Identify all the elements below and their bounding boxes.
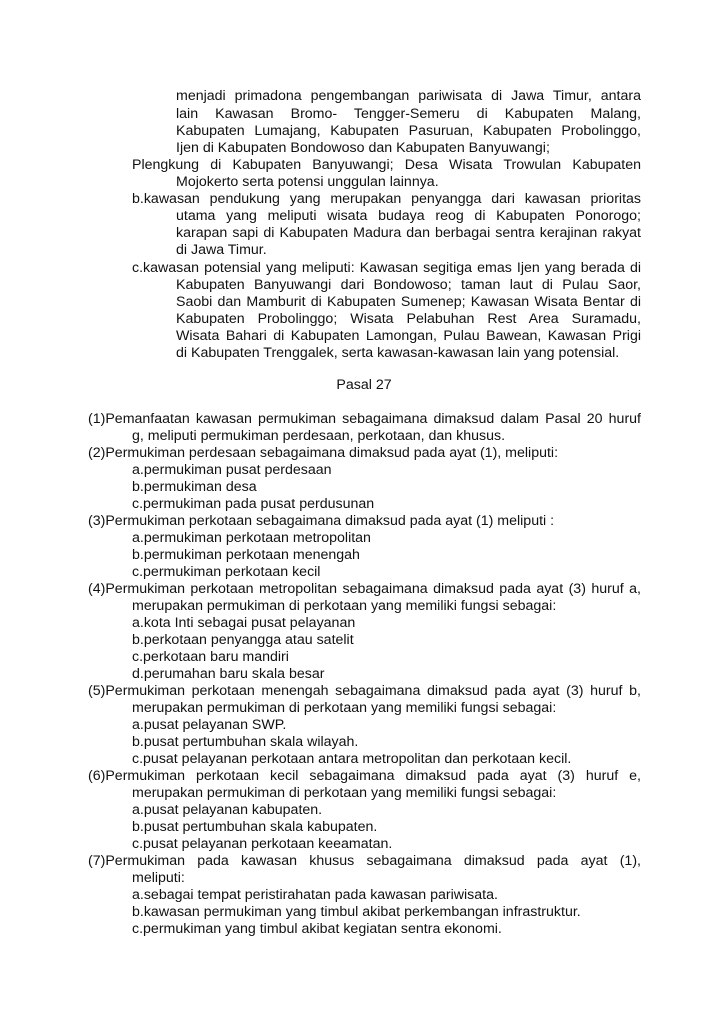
- text-line: di Kabupaten Trenggalek, serta kawasan-kawasan lain yang potensial.: [176, 345, 620, 361]
- list-item: c.pusat pelayanan perkotaan keeamatan.: [132, 836, 393, 852]
- text-line: (4)Permukiman perkotaan metropolitan sebagaimana dimaksud pada ayat (3) huruf a,: [88, 581, 641, 597]
- text-line: di Jawa Timur.: [176, 242, 267, 258]
- text-line: Wisata Bahari di Kabupaten Lamongan, Pulau Bawean, Kawasan Prigi: [176, 328, 641, 344]
- text-line: menjadi primadona pengembangan pariwisata di Jawa Timur, antara: [176, 88, 641, 104]
- text-line: Ijen di Kabupaten Bondowoso dan Kabupaten Banyuwangi;: [176, 140, 550, 156]
- text-line: merupakan permukiman di perkotaan yang memiliki fungsi sebagai:: [132, 598, 557, 614]
- text-line: Kabupaten Lumajang, Kabupaten Pasuruan, Kabupaten Probolinggo,: [176, 123, 641, 139]
- text-line: g, meliputi permukiman perdesaan, perkotaan, dan khusus.: [132, 428, 506, 444]
- list-item: a.sebagai tempat peristirahatan pada kawasan pariwisata.: [132, 887, 498, 903]
- list-item: c.permukiman yang timbul akibat kegiatan sentra ekonomi.: [132, 921, 502, 937]
- text-line: (2)Permukiman perdesaan sebagaimana dimaksud pada ayat (1), meliputi:: [88, 445, 559, 461]
- text-line: (1)Pemanfaatan kawasan permukiman sebagaimana dimaksud dalam Pasal 20 huruf: [88, 411, 641, 427]
- text-line: (6)Permukiman perkotaan kecil sebagaimana dimaksud pada ayat (3) huruf e,: [88, 768, 641, 784]
- text-line: Kabupaten Banyuwangi dari Bondowoso; taman laut di Pulau Saor,: [176, 277, 641, 293]
- list-item: a.pusat pelayanan kabupaten.: [132, 802, 323, 818]
- text-line: (7)Permukiman pada kawasan khusus sebagaimana dimaksud pada ayat (1),: [88, 853, 641, 869]
- pasal-title: Pasal 27: [336, 377, 392, 393]
- text-line: Saobi dan Mamburit di Kabupaten Sumenep; Kawasan Wisata Bentar di: [176, 294, 641, 310]
- text-line: Kabupaten Probolinggo; Wisata Pelabuhan Rest Area Suramadu,: [176, 311, 641, 327]
- text-line: lain Kawasan Bromo- Tengger-Semeru di Kabupaten Malang,: [176, 106, 641, 122]
- text-line: (5)Permukiman perkotaan menengah sebagaimana dimaksud pada ayat (3) huruf b,: [88, 683, 641, 699]
- list-item: a.permukiman pusat perdesaan: [132, 462, 332, 478]
- text-line: Mojokerto serta potensi unggulan lainnya.: [176, 174, 439, 190]
- list-item: b.pusat pertumbuhan skala kabupaten.: [132, 819, 378, 835]
- list-item: b.permukiman desa: [132, 479, 257, 495]
- list-item: a.pusat pelayanan SWP.: [132, 717, 287, 733]
- list-item: c.perkotaan baru mandiri: [132, 649, 289, 665]
- list-item: b.pusat pertumbuhan skala wilayah.: [132, 734, 359, 750]
- text-line: (3)Permukiman perkotaan sebagaimana dimaksud pada ayat (1) meliputi :: [88, 513, 555, 529]
- text-line: meliputi:: [132, 870, 185, 886]
- list-item: c.pusat pelayanan perkotaan antara metropolitan dan perkotaan kecil.: [132, 751, 572, 767]
- list-item: a.kota Inti sebagai pusat pelayanan: [132, 615, 356, 631]
- list-item: c.permukiman pada pusat perdusunan: [132, 496, 375, 512]
- text-line: c.kawasan potensial yang meliputi: Kawasan segitiga emas Ijen yang berada di: [132, 260, 641, 276]
- list-item: a.permukiman perkotaan metropolitan: [132, 530, 371, 546]
- text-line: b.kawasan pendukung yang merupakan penyangga dari kawasan prioritas: [132, 191, 641, 207]
- list-item: c.permukiman perkotaan kecil: [132, 564, 321, 580]
- text-line: merupakan permukiman di perkotaan yang memiliki fungsi sebagai:: [132, 700, 557, 716]
- text-line: Plengkung di Kabupaten Banyuwangi; Desa Wisata Trowulan Kabupaten: [132, 157, 641, 173]
- list-item: b.kawasan permukiman yang timbul akibat perkembangan infrastruktur.: [132, 904, 581, 920]
- text-line: utama yang meliputi wisata budaya reog di Kabupaten Ponorogo;: [176, 208, 641, 224]
- text-line: karapan sapi di Kabupaten Madura dan berbagai sentra kerajinan rakyat: [176, 225, 641, 241]
- text-line: merupakan permukiman di perkotaan yang memiliki fungsi sebagai:: [132, 785, 557, 801]
- list-item: d.perumahan baru skala besar: [132, 666, 325, 682]
- list-item: b.permukiman perkotaan menengah: [132, 547, 360, 563]
- list-item: b.perkotaan penyangga atau satelit: [132, 632, 354, 648]
